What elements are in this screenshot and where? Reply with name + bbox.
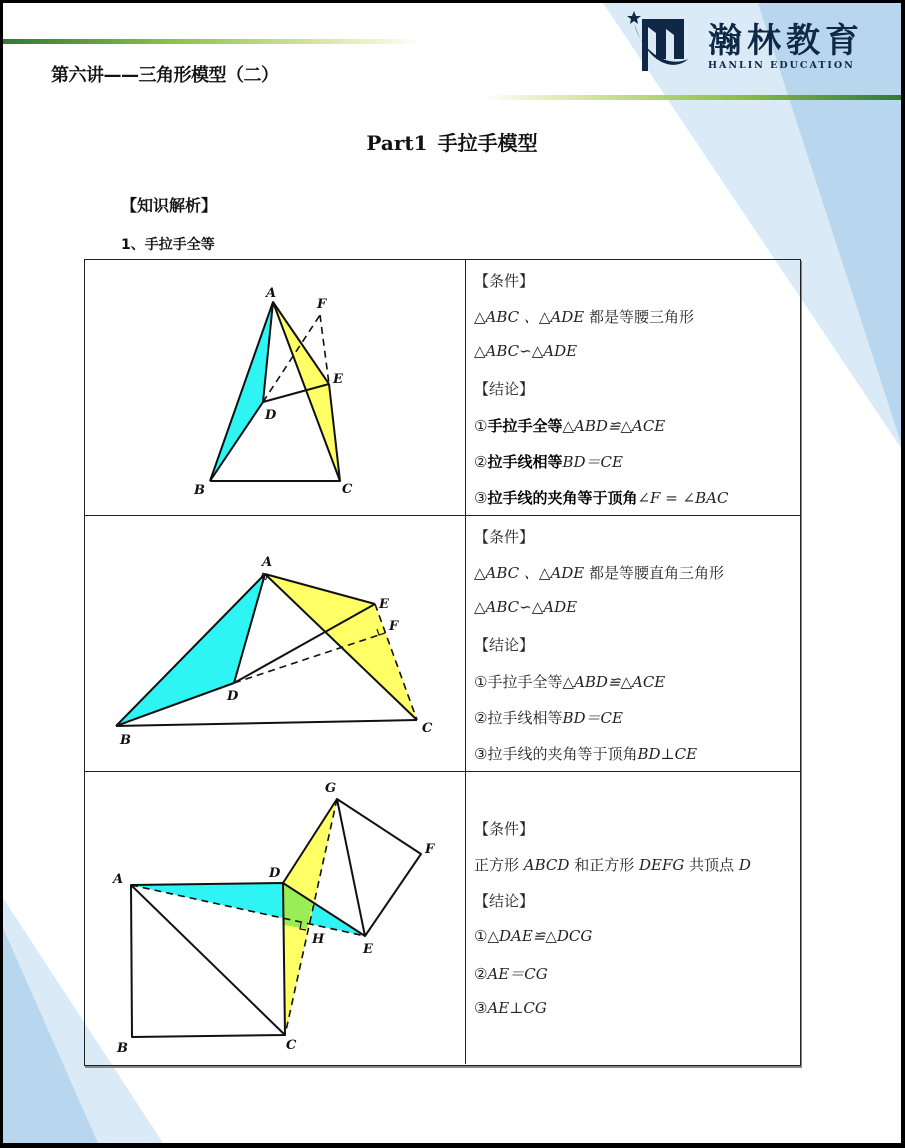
svg-text:D: D [269, 866, 281, 881]
chapter-title: 第六讲——三角形模型（二） [51, 65, 279, 86]
header-accent-bar-left [3, 39, 423, 44]
condition-2: △ABC∽△ADE [474, 342, 578, 360]
conclusion-2: ②AE＝CG [474, 965, 548, 983]
conditions-heading: 【条件】 [474, 820, 535, 838]
conclusion-2: ②拉手线相等BD＝CE [474, 709, 623, 727]
conditions-heading: 【条件】 [474, 272, 535, 290]
svg-text:B: B [120, 733, 131, 748]
description-cell [466, 772, 800, 1064]
svg-text:D: D [227, 689, 239, 704]
condition-1: △ABC 、△ADE 都是等腰三角形 [474, 308, 695, 326]
figure-cell [85, 260, 466, 515]
figure-cell [85, 772, 466, 1064]
svg-text:F: F [425, 842, 435, 857]
svg-text:E: E [379, 597, 389, 612]
condition-2: △ABC∽△ADE [474, 598, 578, 616]
model-table [84, 259, 801, 1066]
svg-text:C: C [422, 721, 433, 736]
conclusion-1: ①手拉手全等△ABD≌△ACE [474, 417, 666, 435]
condition-1: △ABC 、△ADE 都是等腰直角三角形 [474, 564, 725, 582]
subsection-heading: 1、手拉手全等 [121, 237, 215, 253]
description-cell [466, 516, 800, 771]
svg-text:E: E [363, 942, 373, 957]
two-squares-common-vertex-diagram [85, 772, 466, 1064]
logo-text-cn: 瀚林教育 [708, 21, 864, 61]
conclusions-heading: 【结论】 [474, 892, 535, 910]
document-page [3, 3, 901, 1143]
condition-1: 正方形 ABCD 和正方形 DEFG 共顶点 D [474, 856, 751, 874]
part-title [3, 127, 901, 156]
conclusion-3: ③AE⊥CG [474, 999, 547, 1017]
conditions-heading: 【条件】 [474, 528, 535, 546]
conclusion-3: ③拉手线的夹角等于顶角∠F = ∠BAC [474, 489, 729, 507]
svg-text:B: B [194, 483, 205, 498]
conclusions-heading: 【结论】 [474, 636, 535, 654]
conclusions-heading: 【结论】 [474, 380, 535, 398]
figure-cell [85, 516, 466, 771]
model-row-3 [85, 772, 800, 1064]
svg-text:G: G [325, 781, 337, 796]
model-row-1 [85, 260, 800, 516]
svg-text:H: H [312, 932, 325, 947]
svg-text:A: A [113, 872, 124, 887]
part-name: 手拉手模型 [437, 131, 538, 155]
conclusion-1: ①△DAE≌△DCG [474, 927, 593, 945]
hanlin-star-building-logo-icon [626, 9, 706, 79]
svg-text:A: A [262, 555, 273, 570]
svg-text:F: F [317, 297, 327, 312]
svg-text:B: B [117, 1041, 128, 1056]
hand-in-hand-isosceles-diagram [85, 260, 466, 516]
svg-text:C: C [342, 482, 353, 497]
model-row-2 [85, 516, 800, 772]
conclusion-2: ②拉手线相等BD＝CE [474, 453, 623, 471]
logo-text-en: HANLIN EDUCATION [708, 60, 855, 71]
hand-in-hand-right-isosceles-diagram [85, 516, 466, 772]
svg-text:D: D [265, 408, 277, 423]
hanlin-logo [626, 9, 886, 79]
svg-text:F: F [389, 619, 399, 634]
conclusion-3: ③拉手线的夹角等于顶角BD⊥CE [474, 745, 698, 763]
part-prefix: Part1 [366, 131, 428, 155]
conclusion-1: ①手拉手全等△ABD≌△ACE [474, 673, 666, 691]
section-heading: 【知识解析】 [121, 196, 218, 215]
svg-text:A: A [266, 286, 277, 301]
svg-text:C: C [286, 1038, 297, 1053]
description-cell [466, 260, 800, 515]
header-accent-bar-right [481, 95, 901, 100]
svg-text:E: E [333, 372, 343, 387]
